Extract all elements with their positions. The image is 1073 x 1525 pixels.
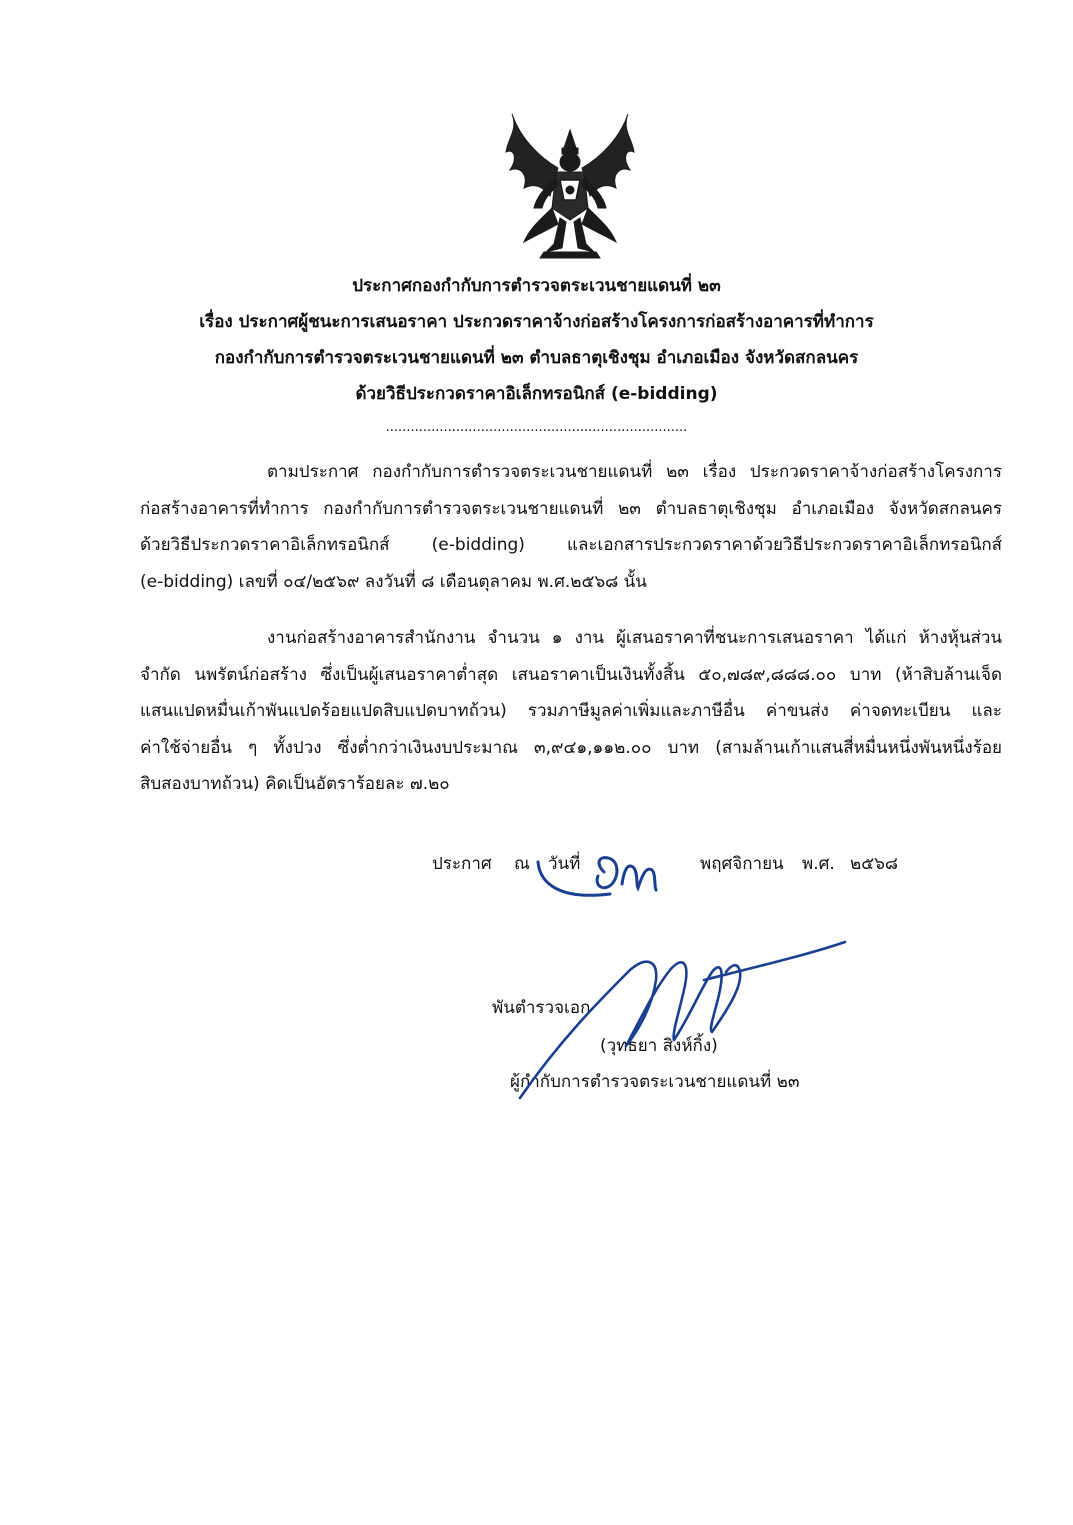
signatory-rank: พันตำรวจเอก bbox=[492, 998, 591, 1018]
title-line-4: ด้วยวิธีประกวดราคาอิเล็กทรอนิกส์ (e-bidding) bbox=[355, 384, 718, 404]
paragraph-2-line-2: จำกัด นพรัตน์ก่อสร้าง ซึ่งเป็นผู้เสนอราคาต่ำสุด เสนอราคาเป็นเงินทั้งสิ้น ๕๐,๗๘๙,๘๘๘.๐๐ บาท (ห้าสิบล้านเจ็ด bbox=[140, 664, 1002, 685]
date-day-label: วันที่ bbox=[548, 854, 581, 874]
date-era: พ.ศ. bbox=[802, 854, 835, 874]
date-year: ๒๕๖๘ bbox=[850, 854, 898, 874]
title-line-1: ประกาศกองกำกับการตำรวจตระเวนชายแดนที่ ๒๓ bbox=[352, 276, 721, 296]
garuda-emblem bbox=[500, 108, 640, 260]
body-paragraph-1 bbox=[140, 454, 1002, 600]
paragraph-1-line-4: (e-bidding) เลขที่ ๐๔/๒๕๖๙ ลงวันที่ ๘ เดือนตุลาคม พ.ศ.๒๕๖๘ นั้น bbox=[140, 571, 647, 592]
paragraph-2-line-3: แสนแปดหมื่นเก้าพันแปดร้อยแปดสิบแปดบาทถ้วน) รวมภาษีมูลค่าเพิ่มและภาษีอื่น ค่าขนส่ง ค่าจดทะเบียน และ bbox=[140, 701, 1002, 721]
title-separator: ......................................................................... bbox=[385, 420, 688, 435]
paragraph-2-line-5: สิบสองบาทถ้วน) คิดเป็นอัตราร้อยละ ๗.๒๐ bbox=[140, 774, 450, 794]
paragraph-1-line-3: ด้วยวิธีประกวดราคาอิเล็กทรอนิกส์ (e-bidding) และเอกสารประกวดราคาด้วยวิธีประกวดราคาอิเล็กทรอนิกส์ bbox=[140, 535, 1002, 555]
paragraph-2-line-1: งานก่อสร้างอาคารสำนักงาน จำนวน ๑ งาน ผู้เสนอราคาที่ชนะการเสนอราคา ได้แก่ ห้างหุ้นส่วน bbox=[267, 628, 1002, 648]
paragraph-2-line-4: ค่าใช้จ่ายอื่น ๆ ทั้งปวง ซึ่งต่ำกว่าเงินงบประมาณ ๓,๙๔๑,๑๑๒.๐๐ บาท (สามล้านเก้าแสนสี่หมื่นหนึ่งพันหนึ่งร้อย bbox=[140, 737, 1002, 758]
paragraph-1-line-1: ตามประกาศ กองกำกับการตำรวจตระเวนชายแดนที่ ๒๓ เรื่อง ประกวดราคาจ้างก่อสร้างโครงการ bbox=[267, 462, 1002, 482]
date-prefix: ประกาศ bbox=[432, 854, 492, 874]
signatory-name: (วุทธยา สิงห์กิ้ง) bbox=[600, 1036, 718, 1056]
title-line-2: เรื่อง ประกาศผู้ชนะการเสนอราคา ประกวดราคาจ้างก่อสร้างโครงการก่อสร้างอาคารที่ทำการ bbox=[199, 312, 874, 332]
signatory-position: ผู้กำกับการตำรวจตระเวนชายแดนที่ ๒๓ bbox=[510, 1072, 800, 1092]
body-paragraph-2 bbox=[140, 620, 1002, 803]
announcement-title bbox=[0, 268, 1073, 412]
title-line-3: กองกำกับการตำรวจตระเวนชายแดนที่ ๒๓ ตำบลธาตุเชิงชุม อำเภอเมือง จังหวัดสกลนคร bbox=[214, 348, 859, 368]
date-at: ณ bbox=[514, 854, 530, 874]
paragraph-1-line-2: ก่อสร้างอาคารที่ทำการ กองกำกับการตำรวจตระเวนชายแดนที่ ๒๓ ตำบลธาตุเชิงชุม อำเภอเมือง จังหวัดสกลนคร bbox=[140, 498, 1002, 519]
date-month: พฤศจิกายน bbox=[700, 854, 784, 874]
